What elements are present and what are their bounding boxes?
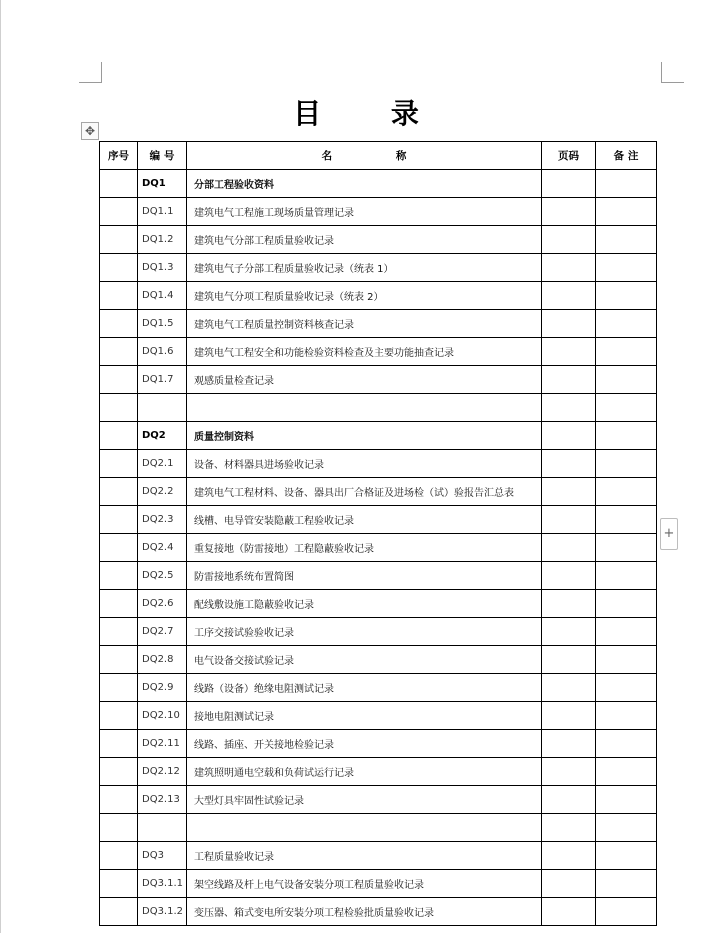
- remark-cell: [596, 506, 657, 534]
- name-cell: 建筑电气工程安全和功能检验资料检查及主要功能抽查记录: [187, 338, 542, 366]
- remark-cell: [596, 842, 657, 870]
- seq-cell: [100, 366, 138, 394]
- code-cell: DQ2.8: [138, 646, 187, 674]
- remark-cell: [596, 310, 657, 338]
- name-cell: 分部工程验收资料: [187, 170, 542, 198]
- code-cell: DQ2: [138, 422, 187, 450]
- code-cell: [138, 394, 187, 422]
- name-cell: 建筑电气工程材料、设备、器具出厂合格证及进场检（试）验报告汇总表: [187, 478, 542, 506]
- code-cell: DQ1: [138, 170, 187, 198]
- page-cell: [542, 198, 596, 226]
- seq-cell: [100, 674, 138, 702]
- seq-cell: [100, 758, 138, 786]
- seq-cell: [100, 198, 138, 226]
- page-cell: [542, 590, 596, 618]
- page-cell: [542, 618, 596, 646]
- page-cell: [542, 310, 596, 338]
- code-cell: DQ1.3: [138, 254, 187, 282]
- page-cell: [542, 394, 596, 422]
- table-row: [100, 422, 657, 450]
- page-cell: [542, 478, 596, 506]
- seq-cell: [100, 898, 138, 926]
- remark-cell: [596, 170, 657, 198]
- code-cell: DQ3: [138, 842, 187, 870]
- remark-cell: [596, 366, 657, 394]
- name-cell: 质量控制资料: [187, 422, 542, 450]
- page-cell: [542, 730, 596, 758]
- remark-cell: [596, 590, 657, 618]
- name-cell: 架空线路及杆上电气设备安装分项工程质量验收记录: [187, 870, 542, 898]
- page-cell: [542, 422, 596, 450]
- name-cell: 重复接地（防雷接地）工程隐蔽验收记录: [187, 534, 542, 562]
- table-row: [100, 898, 657, 926]
- seq-cell: [100, 254, 138, 282]
- code-cell: DQ1.1: [138, 198, 187, 226]
- code-cell: DQ1.6: [138, 338, 187, 366]
- table-row: [100, 366, 657, 394]
- seq-cell: [100, 170, 138, 198]
- table-row: [100, 702, 657, 730]
- remark-cell: [596, 422, 657, 450]
- page-cell: [542, 674, 596, 702]
- remark-cell: [596, 226, 657, 254]
- header-seq: 序号: [100, 142, 138, 170]
- remark-cell: [596, 618, 657, 646]
- remark-cell: [596, 646, 657, 674]
- seq-cell: [100, 842, 138, 870]
- remark-cell: [596, 282, 657, 310]
- document-title: 目 录: [293, 97, 421, 130]
- page-edge: [0, 0, 1, 933]
- page-cell: [542, 898, 596, 926]
- name-cell: 大型灯具牢固性试验记录: [187, 786, 542, 814]
- page-cell: [542, 702, 596, 730]
- table-row: [100, 674, 657, 702]
- name-cell: 建筑照明通电空载和负荷试运行记录: [187, 758, 542, 786]
- seq-cell: [100, 422, 138, 450]
- header-page: 页码: [542, 142, 596, 170]
- code-cell: DQ2.7: [138, 618, 187, 646]
- remark-cell: [596, 702, 657, 730]
- remark-cell: [596, 198, 657, 226]
- remark-cell: [596, 758, 657, 786]
- remark-cell: [596, 814, 657, 842]
- table-row: [100, 870, 657, 898]
- page-cell: [542, 254, 596, 282]
- remark-cell: [596, 478, 657, 506]
- table-row: [100, 562, 657, 590]
- seq-cell: [100, 282, 138, 310]
- code-cell: DQ2.12: [138, 758, 187, 786]
- code-cell: DQ2.13: [138, 786, 187, 814]
- page-cell: [542, 646, 596, 674]
- code-cell: DQ2.4: [138, 534, 187, 562]
- name-cell: 线槽、电导管安装隐蔽工程验收记录: [187, 506, 542, 534]
- seq-cell: [100, 590, 138, 618]
- code-cell: DQ1.2: [138, 226, 187, 254]
- page-cell: [542, 506, 596, 534]
- table-row: [100, 338, 657, 366]
- remark-cell: [596, 870, 657, 898]
- name-cell: 接地电阻测试记录: [187, 702, 542, 730]
- remark-cell: [596, 254, 657, 282]
- move-arrows-icon[interactable]: ✥: [81, 122, 99, 140]
- page-cell: [542, 534, 596, 562]
- remark-cell: [596, 450, 657, 478]
- code-cell: DQ1.4: [138, 282, 187, 310]
- name-cell: 观感质量检查记录: [187, 366, 542, 394]
- seq-cell: [100, 870, 138, 898]
- name-cell: 变压器、箱式变电所安装分项工程检验批质量验收记录: [187, 898, 542, 926]
- seq-cell: [100, 646, 138, 674]
- code-cell: DQ3.1.1: [138, 870, 187, 898]
- remark-cell: [596, 786, 657, 814]
- code-cell: DQ1.7: [138, 366, 187, 394]
- table-row: [100, 814, 657, 842]
- table-row: [100, 646, 657, 674]
- remark-cell: [596, 674, 657, 702]
- page-cell: [542, 870, 596, 898]
- code-cell: DQ2.9: [138, 674, 187, 702]
- page-cell: [542, 170, 596, 198]
- header-remark: 备 注: [596, 142, 657, 170]
- page-cell: [542, 338, 596, 366]
- table-row: [100, 758, 657, 786]
- header-name: 名 称: [187, 142, 542, 170]
- table-row: [100, 282, 657, 310]
- table-row: [100, 450, 657, 478]
- seq-cell: [100, 814, 138, 842]
- table-row: [100, 506, 657, 534]
- name-cell: 工程质量验收记录: [187, 842, 542, 870]
- remark-cell: [596, 898, 657, 926]
- remark-cell: [596, 562, 657, 590]
- seq-cell: [100, 534, 138, 562]
- code-cell: DQ2.3: [138, 506, 187, 534]
- page-cell: [542, 562, 596, 590]
- seq-cell: [100, 786, 138, 814]
- name-cell: 电气设备交接试验记录: [187, 646, 542, 674]
- code-cell: DQ2.5: [138, 562, 187, 590]
- header-code: 编 号: [138, 142, 187, 170]
- table-row: [100, 226, 657, 254]
- remark-cell: [596, 394, 657, 422]
- seq-cell: [100, 730, 138, 758]
- table-row: [100, 534, 657, 562]
- name-cell: 建筑电气子分部工程质量验收记录（统表 1）: [187, 254, 542, 282]
- seq-cell: [100, 562, 138, 590]
- remark-cell: [596, 730, 657, 758]
- seq-cell: [100, 506, 138, 534]
- seq-cell: [100, 338, 138, 366]
- crop-mark-top-left: [79, 62, 102, 83]
- remark-cell: [596, 534, 657, 562]
- seq-cell: [100, 702, 138, 730]
- table-row: [100, 842, 657, 870]
- page-cell: [542, 786, 596, 814]
- code-cell: DQ3.1.2: [138, 898, 187, 926]
- page-cell: [542, 282, 596, 310]
- name-cell: 线路（设备）绝缘电阻测试记录: [187, 674, 542, 702]
- page-cell: [542, 226, 596, 254]
- name-cell: 配线敷设施工隐蔽验收记录: [187, 590, 542, 618]
- table-row: [100, 478, 657, 506]
- name-cell: [187, 814, 542, 842]
- page-cell: [542, 814, 596, 842]
- plus-icon[interactable]: +: [660, 518, 678, 550]
- name-cell: 防雷接地系统布置简图: [187, 562, 542, 590]
- page-cell: [542, 842, 596, 870]
- page-cell: [542, 450, 596, 478]
- table-row: [100, 786, 657, 814]
- name-cell: 建筑电气工程施工现场质量管理记录: [187, 198, 542, 226]
- name-cell: 建筑电气分项工程质量验收记录（统表 2）: [187, 282, 542, 310]
- name-cell: 设备、材料器具进场验收记录: [187, 450, 542, 478]
- remark-cell: [596, 338, 657, 366]
- code-cell: [138, 814, 187, 842]
- seq-cell: [100, 618, 138, 646]
- header-row: [100, 142, 657, 170]
- name-cell: 工序交接试验验收记录: [187, 618, 542, 646]
- code-cell: DQ2.1: [138, 450, 187, 478]
- table-row: [100, 310, 657, 338]
- table-row: [100, 394, 657, 422]
- table-row: [100, 198, 657, 226]
- page-cell: [542, 758, 596, 786]
- seq-cell: [100, 478, 138, 506]
- code-cell: DQ2.10: [138, 702, 187, 730]
- code-cell: DQ1.5: [138, 310, 187, 338]
- code-cell: DQ2.6: [138, 590, 187, 618]
- seq-cell: [100, 310, 138, 338]
- table-row: [100, 618, 657, 646]
- name-cell: 建筑电气工程质量控制资料核查记录: [187, 310, 542, 338]
- seq-cell: [100, 450, 138, 478]
- table-row: [100, 254, 657, 282]
- table-row: [100, 590, 657, 618]
- table-row: [100, 730, 657, 758]
- name-cell: 建筑电气分部工程质量验收记录: [187, 226, 542, 254]
- seq-cell: [100, 226, 138, 254]
- toc-table: [99, 141, 657, 926]
- seq-cell: [100, 394, 138, 422]
- table-row: [100, 170, 657, 198]
- name-cell: [187, 394, 542, 422]
- crop-mark-top-right: [661, 62, 684, 83]
- code-cell: DQ2.11: [138, 730, 187, 758]
- name-cell: 线路、插座、开关接地检验记录: [187, 730, 542, 758]
- page-cell: [542, 366, 596, 394]
- code-cell: DQ2.2: [138, 478, 187, 506]
